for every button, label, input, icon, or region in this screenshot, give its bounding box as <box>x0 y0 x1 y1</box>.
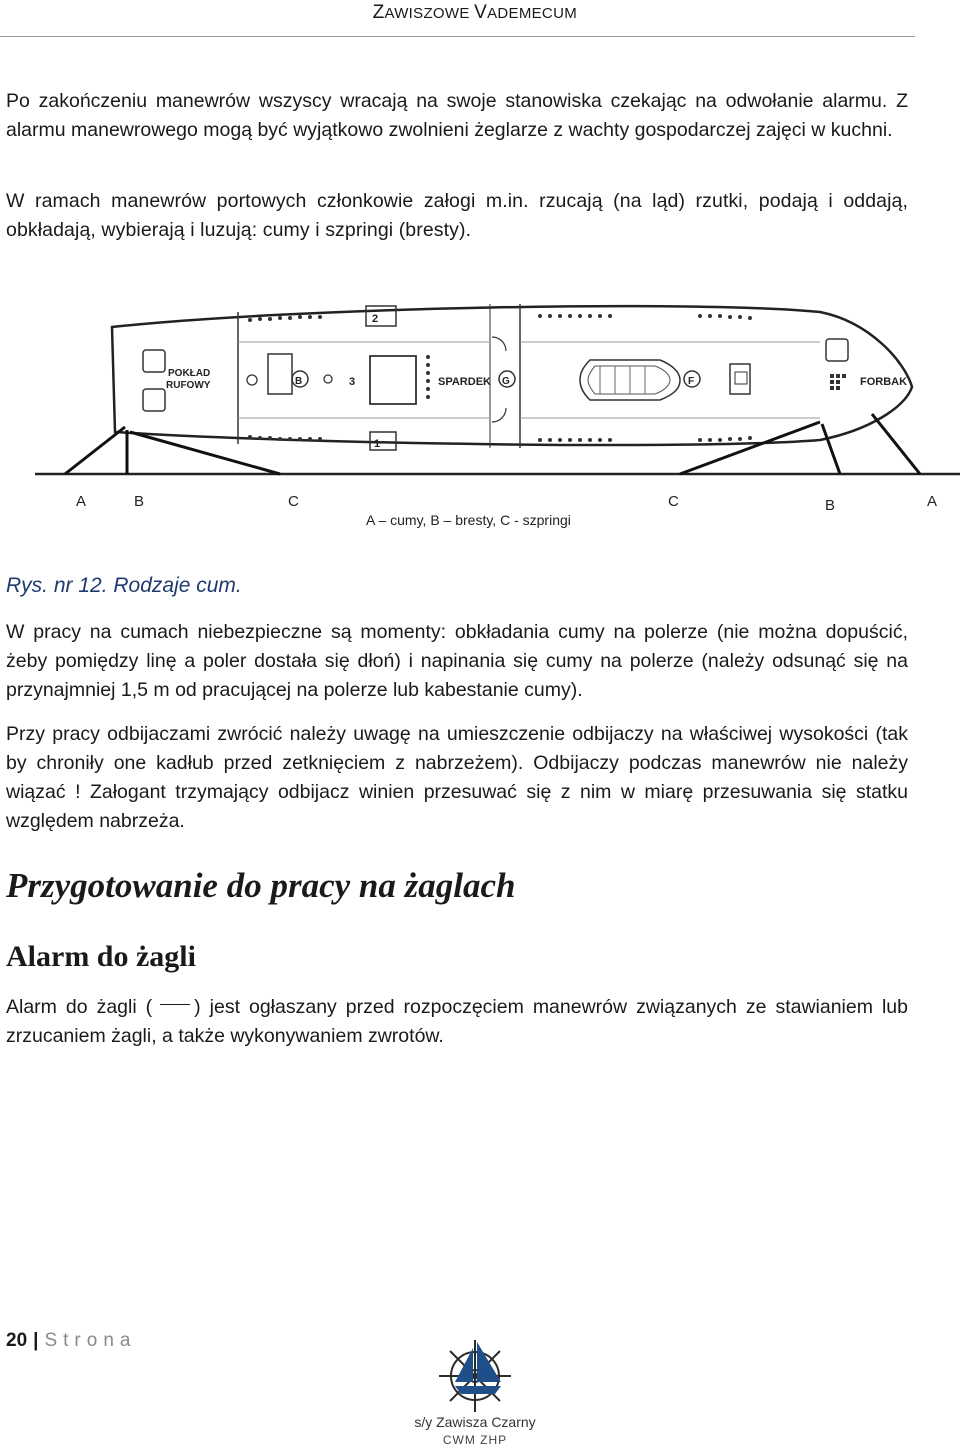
page-number: 20 <box>6 1330 28 1351</box>
label-f: F <box>688 376 695 387</box>
subsection-heading: Alarm do żagli <box>6 940 196 973</box>
label-line-a-1: A <box>76 493 87 510</box>
paragraph-mooring-danger: W pracy na cumach niebezpieczne są momenty: obkładania cumy na polerze (nie można dopuścić, żeby pomiędzy linę a poler dostała się dłoń) i napinania się cumy na polerze (należy odsunąć się na przynajmniej 1,5 m od pracującej na polerze lub kabestanie cumy). <box>6 621 908 701</box>
ship-mooring-diagram <box>0 292 960 542</box>
hull-outline <box>112 306 912 445</box>
label-forbak: FORBAK <box>860 376 908 388</box>
logo-organization: CWM ZHP <box>442 1433 508 1447</box>
label-b: B <box>295 376 303 387</box>
line-a-stern <box>65 427 125 474</box>
sail-alarm-text-end: ) jest ogłaszany przed rozpoczęciem manewrów związanych ze stawianiem lub zrzucaniem żagli, a także wykonywaniem zwrotów. <box>6 996 908 1047</box>
label-line-b-2: B <box>825 497 836 514</box>
ship-logo <box>405 1332 545 1449</box>
line-a-bow <box>872 414 920 474</box>
section-heading: Przygotowanie do pracy na żaglach <box>6 866 516 905</box>
label-line-c-1: C <box>288 493 299 510</box>
label-line-a-2: A <box>927 493 938 510</box>
sail-alarm-text-start: Alarm do żagli ( <box>6 996 153 1018</box>
diagram-legend: A – cumy, B – bresty, C - szpringi <box>366 512 571 528</box>
running-title-v-rest: ADEMECUM <box>487 5 577 22</box>
label-spardek: SPARDEK <box>438 376 491 388</box>
running-title-z-rest: AWISZOWE <box>384 5 475 22</box>
label-line-b-1: B <box>134 493 145 510</box>
label-aft-deck-1: POKŁAD <box>168 368 211 379</box>
running-title <box>373 2 577 24</box>
label-g: G <box>502 376 510 387</box>
paragraph-sail-alarm <box>6 993 908 1051</box>
paragraph-manoeuvre-end: Po zakończeniu manewrów wszyscy wracają na swoje stanowiska czekając na odwołanie alarmu. Z alarmu manewrowego mogą być wyjątkowo zwolnieni żeglarze z wachty gospodarczej zajęci w kuchni. <box>6 90 908 141</box>
page-footer <box>6 1330 136 1352</box>
figure-caption: Rys. nr 12. Rodzaje cum. <box>6 574 242 597</box>
label-hatch-2: 2 <box>372 313 379 325</box>
label-hatch-3: 3 <box>349 376 356 388</box>
logo-ship-name: s/y Zawisza Czarny <box>414 1414 536 1430</box>
label-aft-deck-2: RUFOWY <box>166 380 211 391</box>
page-header <box>0 0 915 37</box>
paragraph-port-manoeuvres: W ramach manewrów portowych członkowie załogi m.in. rzucają (na ląd) rzutki, podają i oddają, obkładają, wybierają i luzują: cumy i szpringi (bresty). <box>6 190 908 241</box>
ship-wheel-icon <box>405 1332 545 1414</box>
paragraph-fenders: Przy pracy odbijaczami zwrócić należy uwagę na umieszczenie odbijaczy na właściwej wysokości (tak by chroniły one kadłub przed zetknięciem z nabrzeżem). Odbijaczy podczas manewrów nie należy wiązać ! Załogant trzymający odbijacz winien przesuwać się z nim w miarę przesuwania się statku względem nabrzeża. <box>6 723 908 832</box>
page-separator: | <box>33 1330 39 1351</box>
running-title-v: V <box>474 2 488 23</box>
page-word: Strona <box>44 1330 137 1351</box>
label-line-c-2: C <box>668 493 679 510</box>
running-title-z: Z <box>372 2 385 23</box>
label-hatch-1: 1 <box>374 438 381 450</box>
long-signal-icon <box>160 1004 190 1005</box>
